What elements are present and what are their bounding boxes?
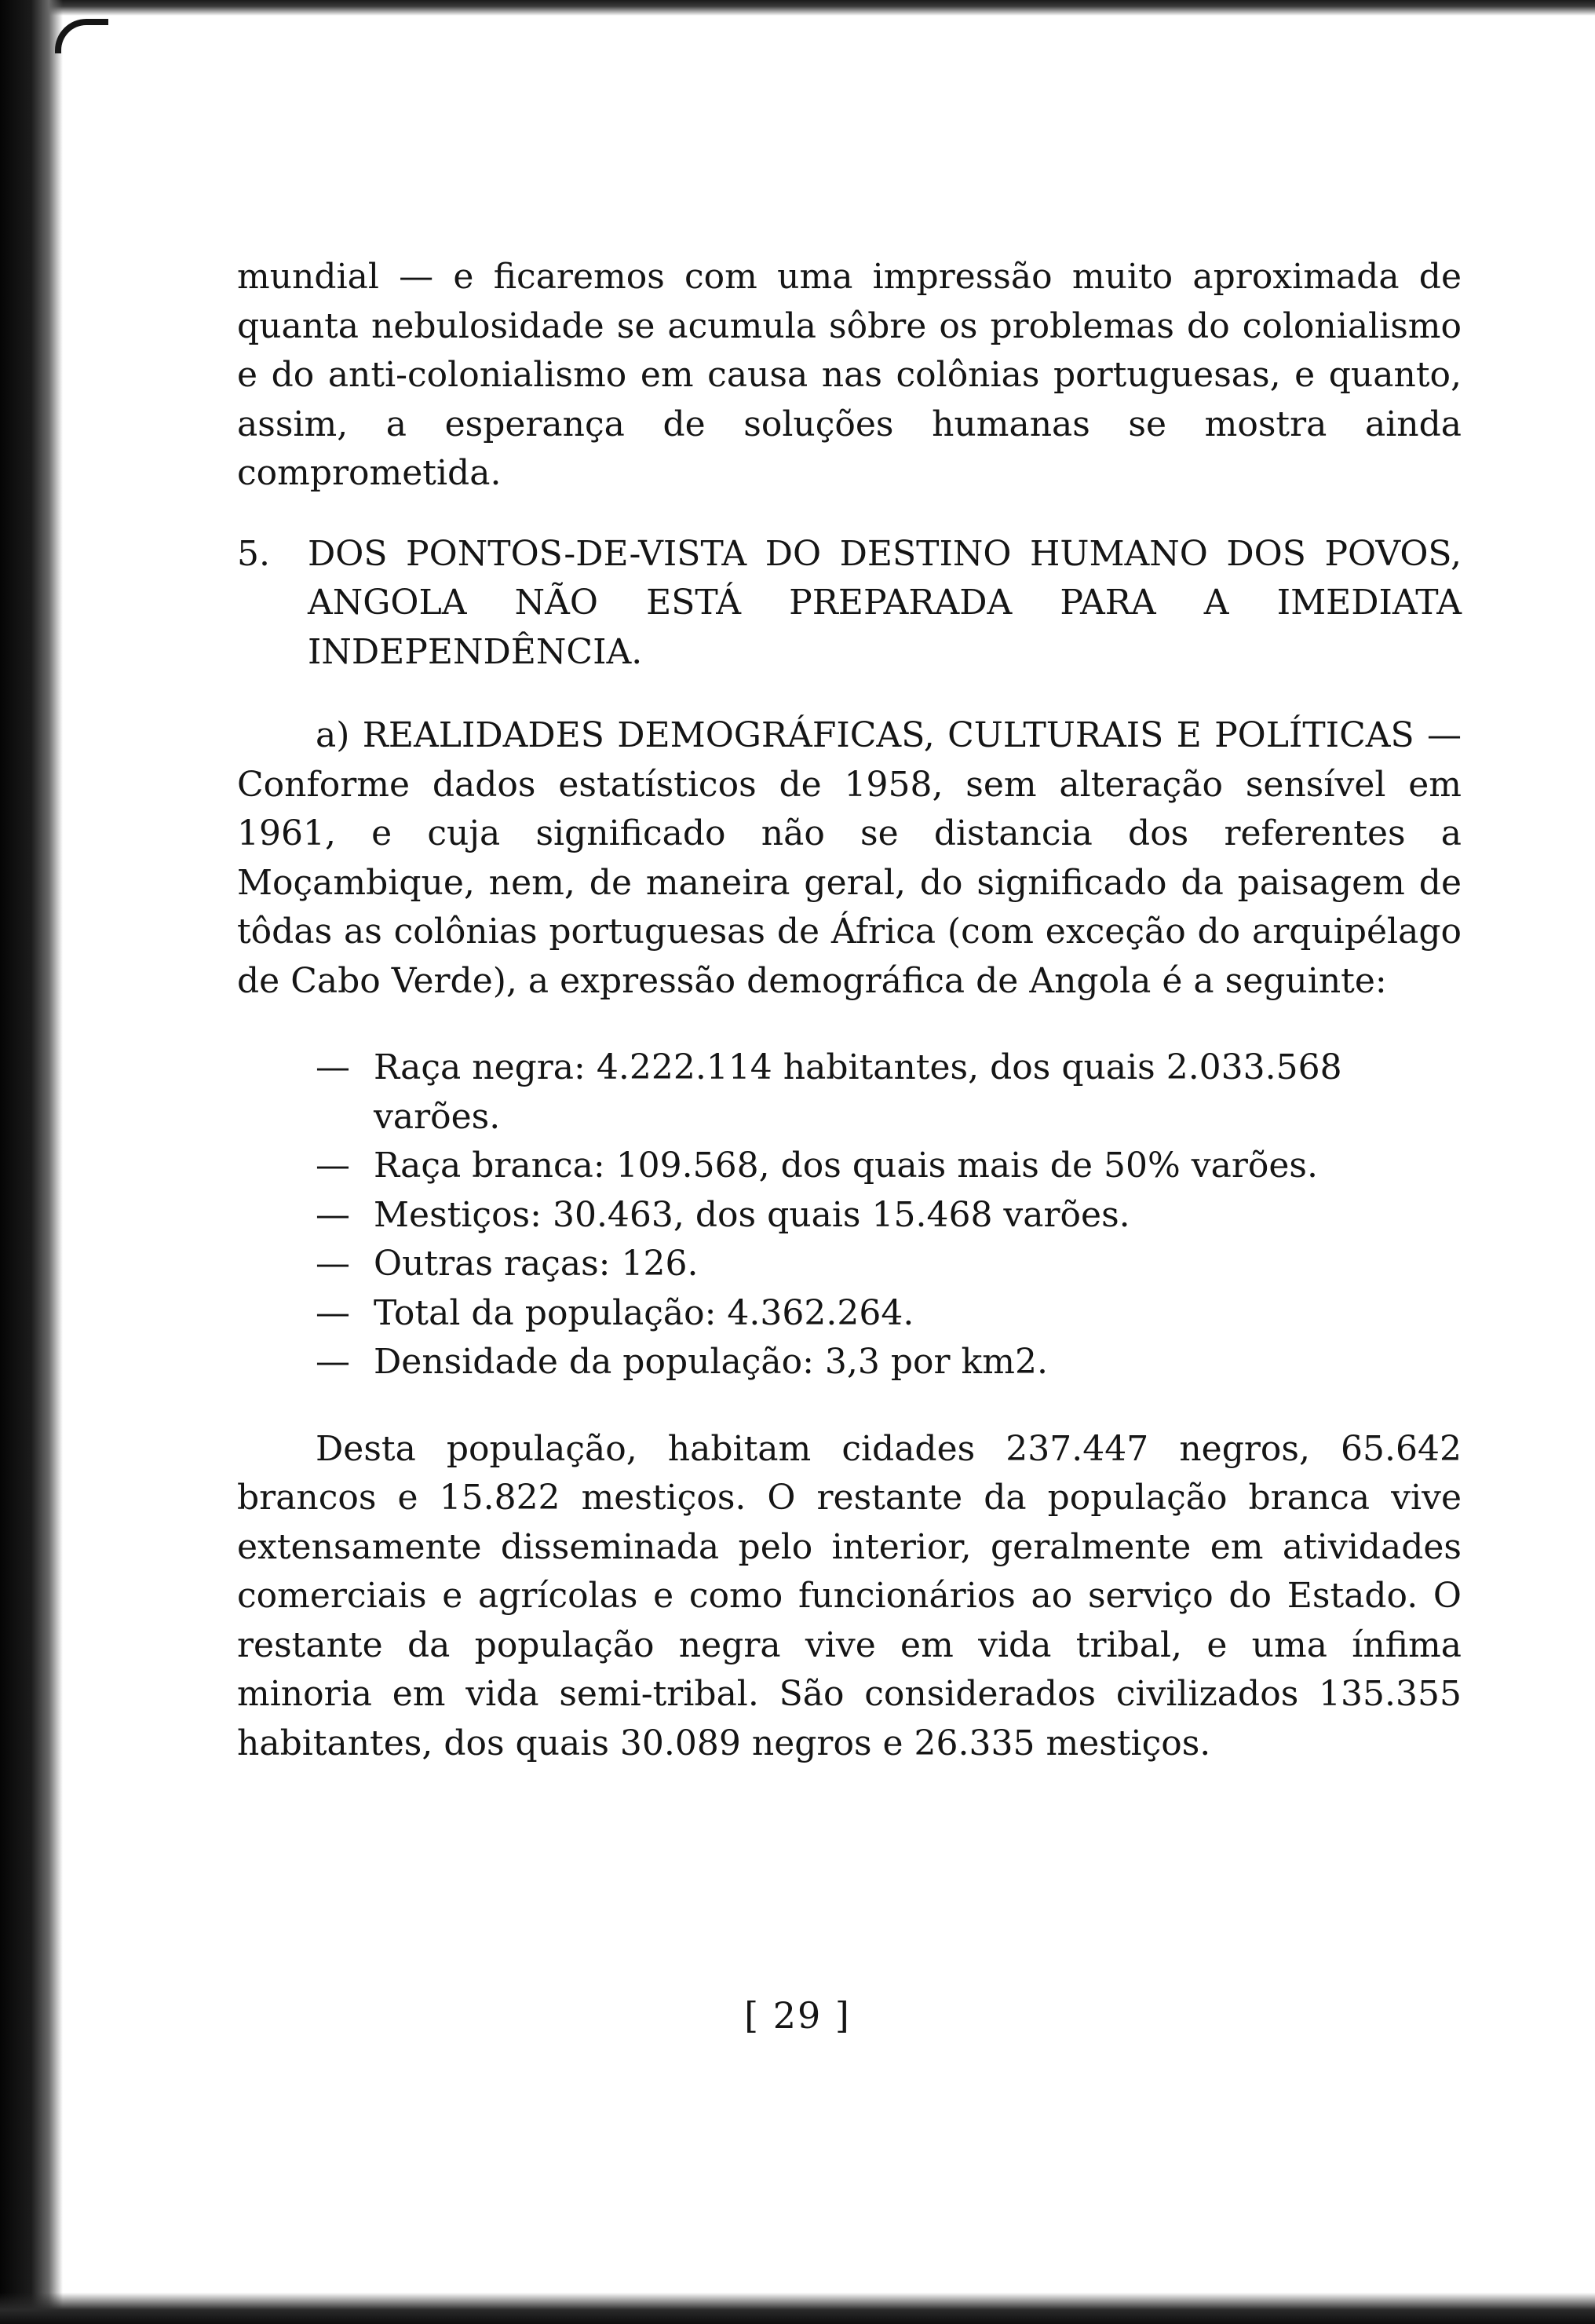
section-heading	[237, 530, 1462, 678]
scan-edge-corner	[55, 19, 108, 53]
page-number: [ 29 ]	[744, 1994, 851, 2037]
scan-edge-top	[0, 0, 1595, 16]
list-item-text: Raça branca: 109.568, dos quais mais de 50% varões.	[374, 1146, 1318, 1186]
closing-paragraph: Desta população, habitam cidades 237.447 negros, 65.642 brancos e 15.822 mestiços. O restante da população branca vive extensamente disseminada pelo interior, geralmente em atividades comerciais e agrícolas e como funcionários ao serviço do Estado. O restante da população negra vive em vida tribal, e uma ínfima minoria em vida semi-tribal. São considerados civilizados 135.355 habitantes, dos quais 30.089 negros e 26.335 mestiços.	[237, 1428, 1462, 1763]
list-item-text: Raça negra: 4.222.114 habitantes, dos quais 2.033.568 varões.	[374, 1047, 1342, 1137]
page-body	[237, 253, 1462, 1768]
dash-marker: —	[316, 1342, 350, 1382]
dash-marker: —	[316, 1194, 350, 1235]
list-item	[316, 1142, 1462, 1191]
dash-marker: —	[316, 1047, 350, 1087]
list-item	[316, 1289, 1462, 1339]
list-item-text: Outras raças: 126.	[374, 1244, 699, 1284]
dash-marker: —	[316, 1146, 350, 1186]
list-item	[316, 1043, 1462, 1142]
list-item-text: Total da população: 4.362.264.	[374, 1292, 914, 1333]
list-item	[316, 1191, 1462, 1241]
list-item	[316, 1338, 1462, 1387]
population-list	[237, 1043, 1462, 1387]
section-heading-text: DOS PONTOS-DE-VISTA DO DESTINO HUMANO DOS POVOS, ANGOLA NÃO ESTÁ PREPARADA PARA A IMEDIATA INDEPENDÊNCIA.	[308, 533, 1462, 672]
list-item-text: Densidade da população: 3,3 por km2.	[374, 1342, 1048, 1382]
list-item	[316, 1240, 1462, 1289]
dash-marker: —	[316, 1292, 350, 1333]
list-item-text: Mestiços: 30.463, dos quais 15.468 varões.	[374, 1194, 1130, 1235]
section-heading-number: 5.	[237, 533, 270, 574]
scan-edge-left	[0, 0, 63, 2324]
intro-paragraph: mundial — e ficaremos com uma impressão muito aproximada de quanta nebulosidade se acumula sôbre os problemas do colonialismo e do anti-colonialismo em causa nas colônias portuguesas, e quanto, assim, a esperança de soluções humanas se mostra ainda comprometida.	[237, 257, 1462, 493]
dash-marker: —	[316, 1244, 350, 1284]
scan-edge-bottom	[0, 2293, 1595, 2324]
demographics-paragraph: a) REALIDADES DEMOGRÁFICAS, CULTURAIS E POLÍTICAS — Conforme dados estatísticos de 1958, sem alteração sensível em 1961, e cuja significado não se distancia dos referentes a Moçambique, nem, de maneira geral, do significado da paisagem de tôdas as colônias portuguesas de África (com exceção do arquipélago de Cabo Verde), a expressão demográfica de Angola é a seguinte:	[237, 715, 1462, 1001]
